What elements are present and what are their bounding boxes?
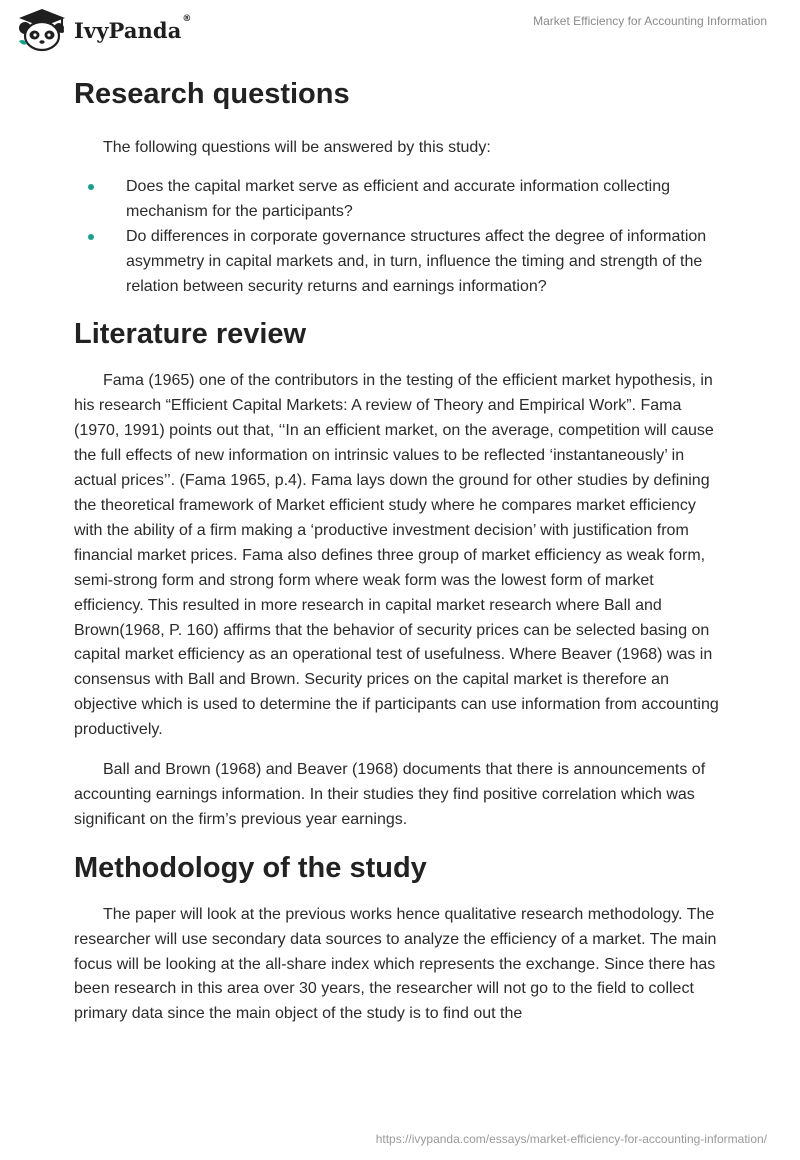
bullet-icon bbox=[88, 184, 94, 190]
list-item-text: Does the capital market serve as efficient and accurate information collecting mechanism for the participants? bbox=[126, 177, 670, 220]
section-heading-literature-review: Literature review bbox=[74, 318, 307, 351]
document-title: Market Efficiency for Accounting Information bbox=[533, 14, 767, 28]
article-body bbox=[74, 70, 724, 1027]
section-heading-research-questions: Research questions bbox=[74, 78, 350, 110]
page-header bbox=[0, 0, 800, 60]
section-heading-methodology: Methodology of the study bbox=[74, 851, 427, 884]
brand-name: IvyPanda® bbox=[74, 13, 192, 43]
research-intro: The following questions will be answered by this study: bbox=[103, 139, 491, 156]
research-questions-list bbox=[74, 175, 724, 300]
paragraph: Ball and Brown (1968) and Beaver (1968) documents that there is announcements of accounting earnings information. In their studies they find positive correlation which was significant on the firm’s previous year earnings. bbox=[74, 761, 706, 828]
source-url[interactable]: https://ivypanda.com/essays/market-efficiency-for-accounting-information/ bbox=[375, 1132, 767, 1146]
list-item bbox=[74, 225, 724, 300]
brand-logo[interactable] bbox=[16, 8, 192, 52]
list-item-text: Do differences in corporate governance structures affect the degree of information asymmetry in capital markets and, in turn, influence the timing and strength of the relation between security returns and earnings information? bbox=[126, 227, 707, 295]
paragraph: The paper will look at the previous works hence qualitative research methodology. The researcher will use secondary data sources to analyze the efficiency of a market. The main focus will be looking at the all-share index which represents the exchange. Since there has been research in this area over 30 years, the researcher will not go to the field to collect primary data since the main object of the study is to find out the bbox=[74, 905, 717, 1023]
bullet-icon bbox=[88, 234, 94, 240]
panda-graduate-icon bbox=[16, 8, 68, 52]
paragraph: Fama (1965) one of the contributors in the testing of the efficient market hypothesis, in his research “Efficient Capital Markets: A review of Theory and Empirical Work”. Fama (1970, 1991) points out that, ‘‘In an efficient market, on the average, competition will cause the full effects of new information on intrinsic values to be reflected ‘instantaneously’ in actual prices’’. (Fama 1965, p.4). Fama lays down the ground for other studies by defining the theoretical framework of Market efficient study where he compares market efficiency with the ability of a firm making a ‘productive investment decision’ with justification from financial market prices. Fama also defines three group of market efficiency as weak form, semi-strong form and strong form where weak form was the lowest form of market efficiency. This resulted in more research in capital market research where Ball and Brown(1968, P. 160) affirms that the behavior of security prices can be selected basing on capital market efficiency as an operational test of usefulness. Where Beaver (1968) was in consensus with Ball and Brown. Security prices on the capital market is therefore an objective which is used to determine the if participants can use information from accounting productively. bbox=[74, 372, 719, 739]
list-item bbox=[74, 175, 724, 225]
